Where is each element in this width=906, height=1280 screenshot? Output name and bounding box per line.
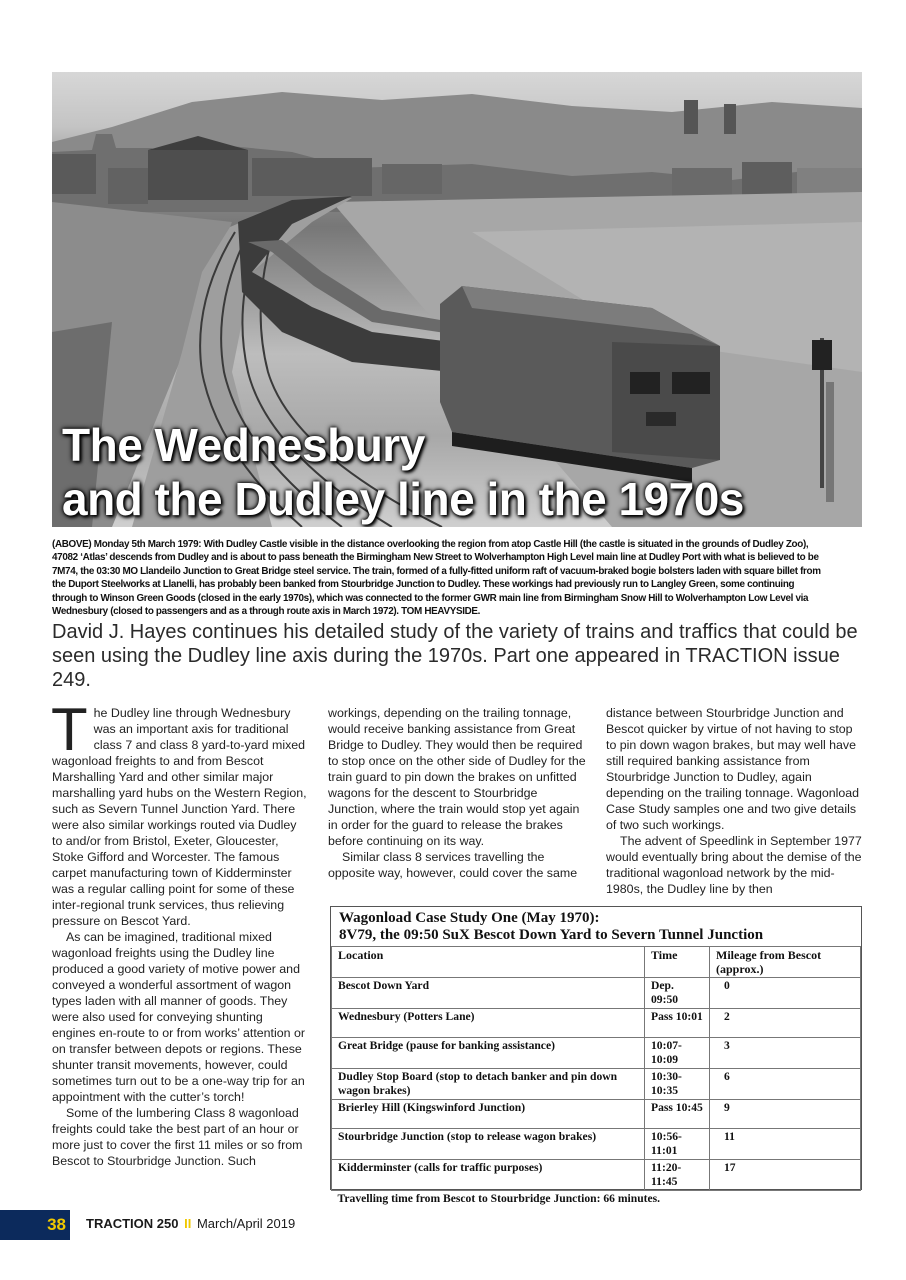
issue-date: March/April 2019 (196, 1216, 296, 1231)
cell-mileage: 2 (710, 1009, 861, 1038)
cell-time: 10:07-10:09 (645, 1038, 710, 1069)
table-row (332, 1160, 861, 1191)
body-paragraph (51, 696, 307, 929)
cell-mileage: 17 (710, 1160, 861, 1191)
cell-time: Pass 10:01 (645, 1009, 710, 1038)
photo-caption: (ABOVE) Monday 5th March 1979: With Dudley Castle visible in the distance overlooking the region from atop Castle Hill (the castle is situated in the grounds of Dudley Zoo), 47082 ‘Atlas’ descends from Dudley and is about to pass beneath the Birmingham New Street to Wolverhampton High Level main line at Dudley Port with what is believed to be 7M74, the 03:30 MO Llandeilo Junction to Great Bridge steel service. The train, formed of a fully-fitted uniform raft of vacuum-braked bogie bolsters laden with square billet from the Duport Steelworks at Llanelli, has probably been banked from Stourbridge Junction to Dudley. These workings had previously run to Langley Green, some continuing through to Winson Green Goods (closed in the early 1970s), which was connected to the former GWR main line from Birmingham Snow Hill to Wolverhampton Low Level via Wednesbury (closed to passengers and as a through route axis in March 1972). TOM HEAVYSIDE. (52, 539, 821, 618)
table-footer-row (332, 1191, 861, 1209)
cell-mileage: 0 (710, 978, 861, 1009)
standfirst: David J. Hayes continues his detailed study of the variety of trains and traffics that could be seen using the Dudley line axis during the 1970s. Part one appeared in TRACTION issue 249. (52, 621, 858, 691)
body-paragraph: As can be imagined, traditional mixed wagonload freights using the Dudley line produced a good variety of motive power and conveyed a wonderful assortment of wagon types laden with all manner of goods. They were also used for conveying shunting engines en-route to or from works’ attention or on transfer between depots or regions. These shunter transit movements, however, could sometimes turn out to be a one-way trip for an appointment with the cutter’s torch! (52, 930, 305, 1104)
body-paragraph: Similar class 8 services travelling the opposite way, however, could cover the same (328, 850, 578, 880)
body-paragraph: distance between Stourbridge Junction and Bescot quicker by virtue of not having to stop to pin down wagon brakes, but may well have still required banking assistance from Stourbridge Junction to Dudley, again depending on the trailing tonnage. Wagonload Case Study samples one and two give details of two such workings. (606, 706, 860, 832)
cell-mileage: 11 (710, 1129, 861, 1160)
cell-mileage: 3 (710, 1038, 861, 1069)
hero-photo (52, 72, 862, 527)
table-header-row (332, 947, 861, 978)
table-row (332, 1129, 861, 1160)
cell-location: Kidderminster (calls for traffic purposes) (332, 1160, 645, 1191)
table-row (332, 1009, 861, 1038)
case-study-box (330, 906, 862, 1205)
table-row (332, 978, 861, 1009)
case-study-title (331, 907, 861, 944)
magazine-issue (86, 1216, 295, 1231)
cell-location: Wednesbury (Potters Lane) (332, 1009, 645, 1038)
cell-mileage: 6 (710, 1069, 861, 1100)
cell-time: Pass 10:45 (645, 1100, 710, 1129)
cell-location: Great Bridge (pause for banking assistance) (332, 1038, 645, 1069)
page-footer (0, 1210, 420, 1240)
article-title (62, 418, 744, 526)
body-paragraph: The advent of Speedlink in September 1977 would eventually bring about the demise of the traditional wagonload network by the mid-1980s, the Dudley line by then (606, 834, 862, 896)
cell-location: Bescot Down Yard (332, 978, 645, 1009)
table-row (332, 1038, 861, 1069)
cell-location: Dudley Stop Board (stop to detach banker and pin down wagon brakes) (332, 1069, 645, 1100)
header-mileage: Mileage from Bescot (approx.) (710, 947, 861, 978)
cell-location: Brierley Hill (Kingswinford Junction) (332, 1100, 645, 1129)
body-paragraph: Some of the lumbering Class 8 wagonload freights could take the best part of an hour or more just to cover the first 11 miles or so from Bescot to Stourbridge Junction. Such (52, 1106, 303, 1168)
paragraph-text: he Dudley line through Wednesbury was an important axis for traditional class 7 and class 8 yard-to-yard mixed wagonload freights to and from Bescot Marshalling Yard and other similar major marshalling yard hubs on the Western Region, such as Severn Tunnel Junction Yard. There were also similar workings routed via Dudley to and/or from Bristol, Exeter, Gloucester, Stoke Gifford and Worcester. The famous carpet manufacturing town of Kidderminster was a regular calling point for some of these inter-regional trunk services, thus relieving pressure on Bescot Yard. (52, 706, 307, 928)
drop-cap: T (51, 696, 88, 763)
magazine-name: TRACTION 250 (86, 1216, 179, 1231)
footer-separator: II (184, 1216, 192, 1231)
case-study-table (331, 946, 861, 1208)
cell-mileage: 9 (710, 1100, 861, 1129)
case-study-title-line-2: 8V79, the 09:50 SuX Bescot Down Yard to Severn Tunnel Junction (339, 927, 764, 943)
table-row (332, 1069, 861, 1100)
travel-time-summary: Travelling time from Bescot to Stourbridge Junction: 66 minutes. (332, 1191, 861, 1209)
body-column-3 (606, 705, 864, 897)
title-line-2: and the Dudley line in the 1970s (62, 473, 744, 525)
page-number-tab (0, 1210, 70, 1240)
cell-time: 11:20-11:45 (645, 1160, 710, 1191)
case-study-title-line-1: Wagonload Case Study One (May 1970): (339, 910, 600, 926)
body-column-1 (51, 696, 307, 1169)
body-paragraph: workings, depending on the trailing tonnage, would receive banking assistance from Great Bridge to Dudley. They would then be required to stop once on the other side of Dudley for the train guard to pin down the brakes on unfitted wagons for the descent to Stourbridge Junction, where the train would stop yet again in order for the guard to release the brakes before continuing on its way. (328, 706, 586, 848)
cell-time: Dep. 09:50 (645, 978, 710, 1009)
header-time: Time (645, 947, 710, 978)
header-location: Location (332, 947, 645, 978)
cell-location: Stourbridge Junction (stop to release wagon brakes) (332, 1129, 645, 1160)
body-column-2 (328, 705, 586, 881)
page-number: 38 (47, 1215, 66, 1234)
cell-time: 10:30-10:35 (645, 1069, 710, 1100)
title-line-1: The Wednesbury (62, 419, 425, 471)
cell-time: 10:56-11:01 (645, 1129, 710, 1160)
table-row (332, 1100, 861, 1129)
